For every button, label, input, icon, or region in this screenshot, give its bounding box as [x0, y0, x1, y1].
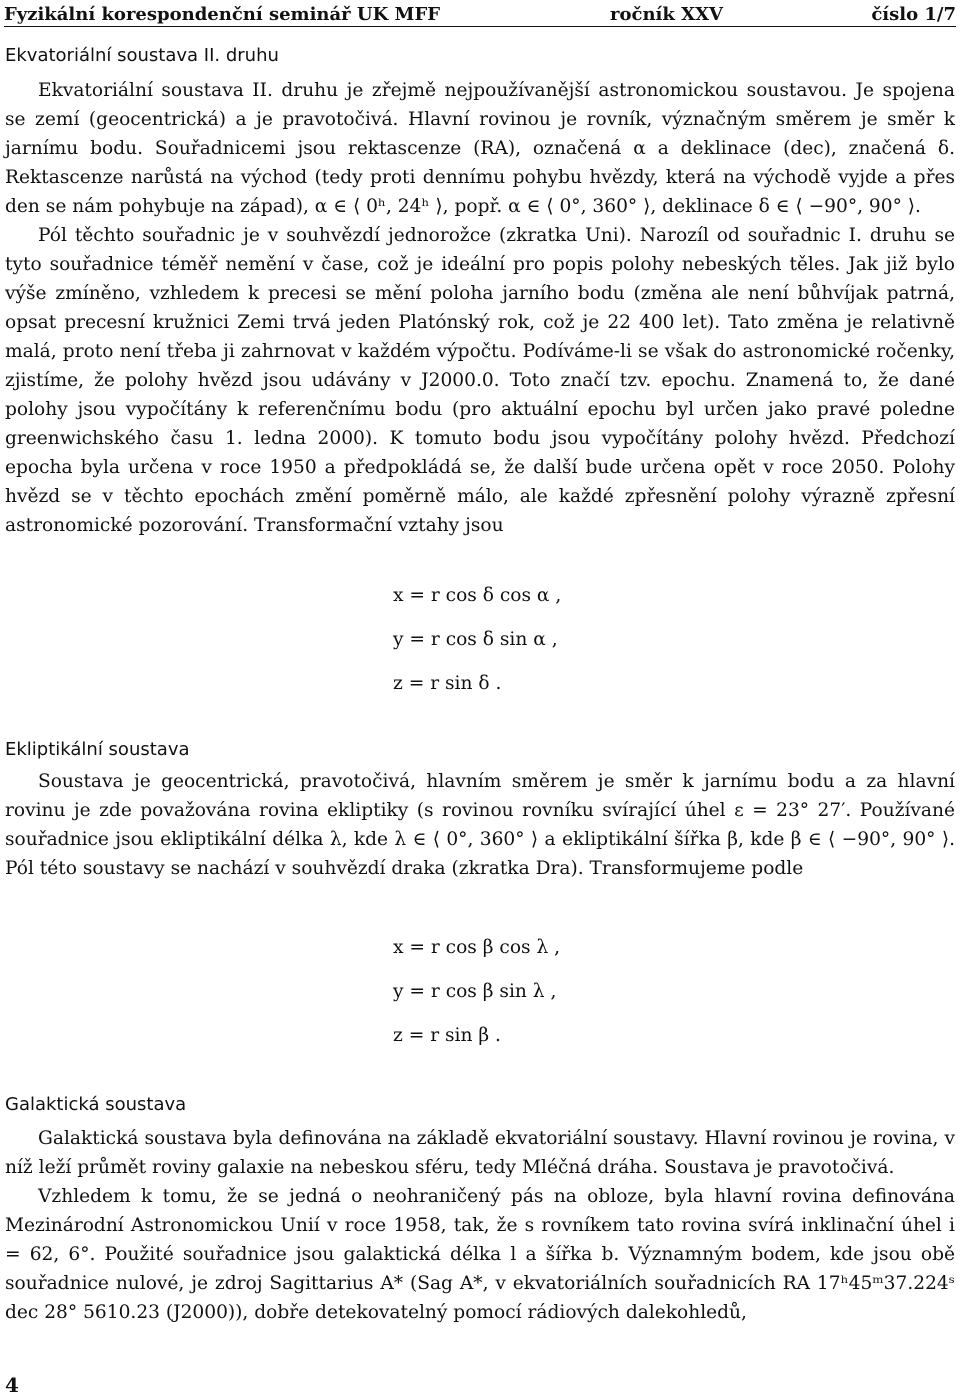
header-issue: číslo 1/7: [871, 4, 956, 25]
section-title-galactic: Galaktická soustava: [5, 1094, 187, 1115]
equation-x: x = r cos δ cos α ,: [393, 585, 562, 606]
equation-y: y = r cos δ sin α ,: [393, 629, 558, 650]
paragraph: Ekvatoriální soustava II. druhu je zřejmě nejpoužívanější astronomickou soustavou. Je spojena se zemí (geocentrická) a je pravotočivá. Hlavní rovinou je rovník, význačným směrem je směr k jarnímu bodu. Souřadnicemi jsou rektascenze (RA), označená α a deklinace (dec), značená δ. Rektascenze narůstá na východ (tedy proti dennímu pohybu hvězdy, která na východě vyjde a přes den se nám pohybuje na západ), α ∈ ⟨ 0ʰ, 24ʰ ⟩, popř. α ∈ ⟨ 0°, 360° ⟩, deklinace δ ∈ ⟨ −90°, 90° ⟩.: [5, 80, 955, 217]
paragraph: Galaktická soustava byla definována na základě ekvatoriální soustavy. Hlavní rovinou je rovina, v níž leží průmět roviny galaxie na nebeskou sféru, tedy Mléčná dráha. Soustava je pravotočivá.: [5, 1128, 955, 1178]
equation-z: z = r sin β .: [393, 1025, 501, 1046]
page-number: 4: [5, 1373, 19, 1397]
equation-x: x = r cos β cos λ ,: [393, 937, 561, 958]
header-seminar: Fyzikální korespondenční seminář UK MFF: [4, 4, 441, 25]
paragraph: Pól těchto souřadnic je v souhvězdí jednorožce (zkratka Uni). Narozíl od souřadnic I. druhu se tyto souřadnice téměř nemění v čase, což je ideální pro popis polohy nebeských těles. Jak již bylo výše zmíněno, vzhledem k precesi se mění poloha jarního bodu (změna ale není bůhvíjak patrná, opsat precesní kružnici Zemi trvá jeden Platónský rok, což je 22 400 let). Tato změna je relativně malá, proto není třeba ji zahrnovat v každém výpočtu. Podíváme-li se však do astronomické ročenky, zjistíme, že polohy hvězd jsou udávány v J2000.0. Toto značí tzv. epochu. Znamená to, že dané polohy jsou vypočítány k referenčnímu bodu (pro aktuální epochu byl určen jako pravé poledne greenwichského času 1. ledna 2000). K tomuto bodu jsou vypočítány polohy hvězd. Předchozí epocha byla určena v roce 1950 a předpokládá se, že další bude určena opět v roce 2050. Polohy hvězd se v těchto epochách změní poměrně málo, ale každé zpřesnění polohy výrazně zpřesní astronomické pozorování. Transformační vztahy jsou: [5, 225, 955, 536]
equation-y: y = r cos β sin λ ,: [393, 981, 557, 1002]
section-body-ecliptic: [5, 767, 955, 883]
section-title-equatorial: Ekvatoriální soustava II. druhu: [5, 45, 279, 66]
paragraph: Soustava je geocentrická, pravotočivá, hlavním směrem je směr k jarnímu bodu a za hlavní rovinu je zde považována rovina ekliptiky (s rovinou rovníku svírající úhel ε = 23° 27′. Používané souřadnice jsou ekliptikální délka λ, kde λ ∈ ⟨ 0°, 360° ⟩ a ekliptikální šířka β, kde β ∈ ⟨ −90°, 90° ⟩. Pól této soustavy se nachází v souhvězdí draka (zkratka Dra). Transformujeme podle: [5, 771, 955, 879]
running-header: [4, 0, 956, 27]
paragraph: Vzhledem k tomu, že se jedná o neohraničený pás na obloze, byla hlavní rovina definována Mezinárodní Astronomickou Unií v roce 1958, tak, že s rovníkem tato rovina svírá inklinační úhel i = 62, 6°. Použité souřadnice jsou galaktická délka l a šířka b. Významným bodem, kde jsou obě souřadnice nulové, je zdroj Sagittarius A* (Sag A*, v ekvatoriálních souřadnicích RA 17ʰ45ᵐ37.224ˢ dec 28° 5610.23 (J2000)), dobře detekovatelný pomocí rádiových dalekohledů,: [5, 1186, 955, 1323]
equation-block-ecliptic: [393, 926, 560, 1058]
section-body-galactic: [5, 1124, 955, 1327]
equation-z: z = r sin δ .: [393, 673, 502, 694]
section-body-equatorial: [5, 76, 955, 540]
section-title-ecliptic: Ekliptikální soustava: [5, 739, 190, 760]
equation-block-equatorial: [393, 574, 561, 706]
header-volume: ročník XXV: [610, 4, 724, 25]
